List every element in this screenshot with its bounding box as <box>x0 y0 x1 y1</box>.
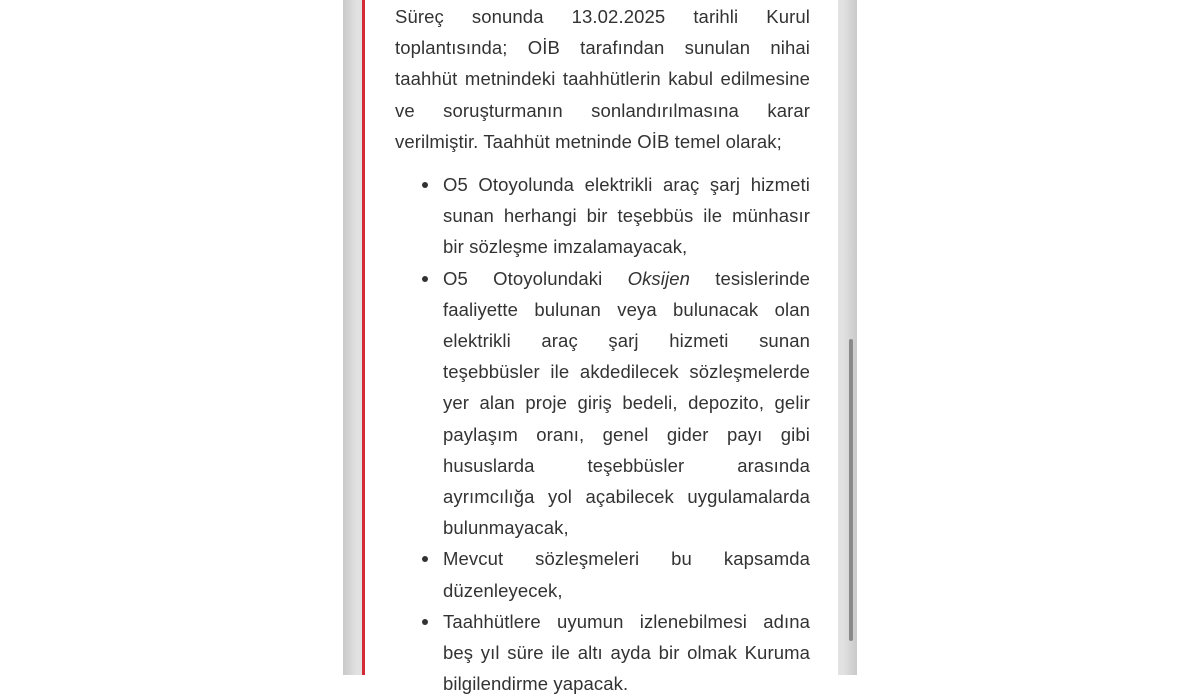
list-item <box>443 543 810 605</box>
list-item-text-before: O5 Otoyolundaki <box>443 267 628 289</box>
list-item-text: Taahhütlere uyumun izlenebilmesi adına beş yıl süre ile altı ayda bir olmak Kuruma bilgilendirme yapacak. <box>443 610 810 695</box>
article-paragraph: Süreç sonunda 13.02.2025 tarihli Kurul toplantısında; OİB tarafından sunulan nihai taahhüt metnindeki taahhütlerin kabul edilmesine ve soruşturmanın sonlandırılmasına karar verilmiştir. Taahhüt metninde OİB temel olarak; <box>395 6 810 152</box>
article-panel <box>362 0 838 695</box>
list-item <box>443 606 810 699</box>
list-item-text: Mevcut sözleşmeleri bu kapsamda düzenleyecek, <box>443 548 810 601</box>
list-item <box>443 169 810 263</box>
bullet-icon <box>422 276 428 282</box>
bullet-icon <box>422 619 428 625</box>
bullet-icon <box>422 182 428 188</box>
scrollbar-thumb[interactable] <box>849 339 853 641</box>
list-item-italic-brand: Oksijen <box>627 267 690 289</box>
article-body <box>395 0 810 699</box>
list-item-text: O5 Otoyolunda elektrikli araç şarj hizmeti sunan herhangi bir teşebbüs ile münhasır bir sözleşme imzalamayacak, <box>443 174 810 258</box>
commitment-list <box>395 169 810 699</box>
bullet-icon <box>422 556 428 562</box>
list-item-text-after: tesislerinde faaliyette bulunan veya bulunacak olan elektrikli araç şarj hizmeti sunan teşebbüsler ile akdedilecek sözleşmelerde yer alan proje giriş bedeli, depozito, gelir paylaşım oranı, genel gider payı gibi hususlarda teşebbüsler arasında ayrımcılığa yol açabilecek uygulamalarda bulunmayacak, <box>443 267 810 539</box>
list-item <box>443 263 810 544</box>
